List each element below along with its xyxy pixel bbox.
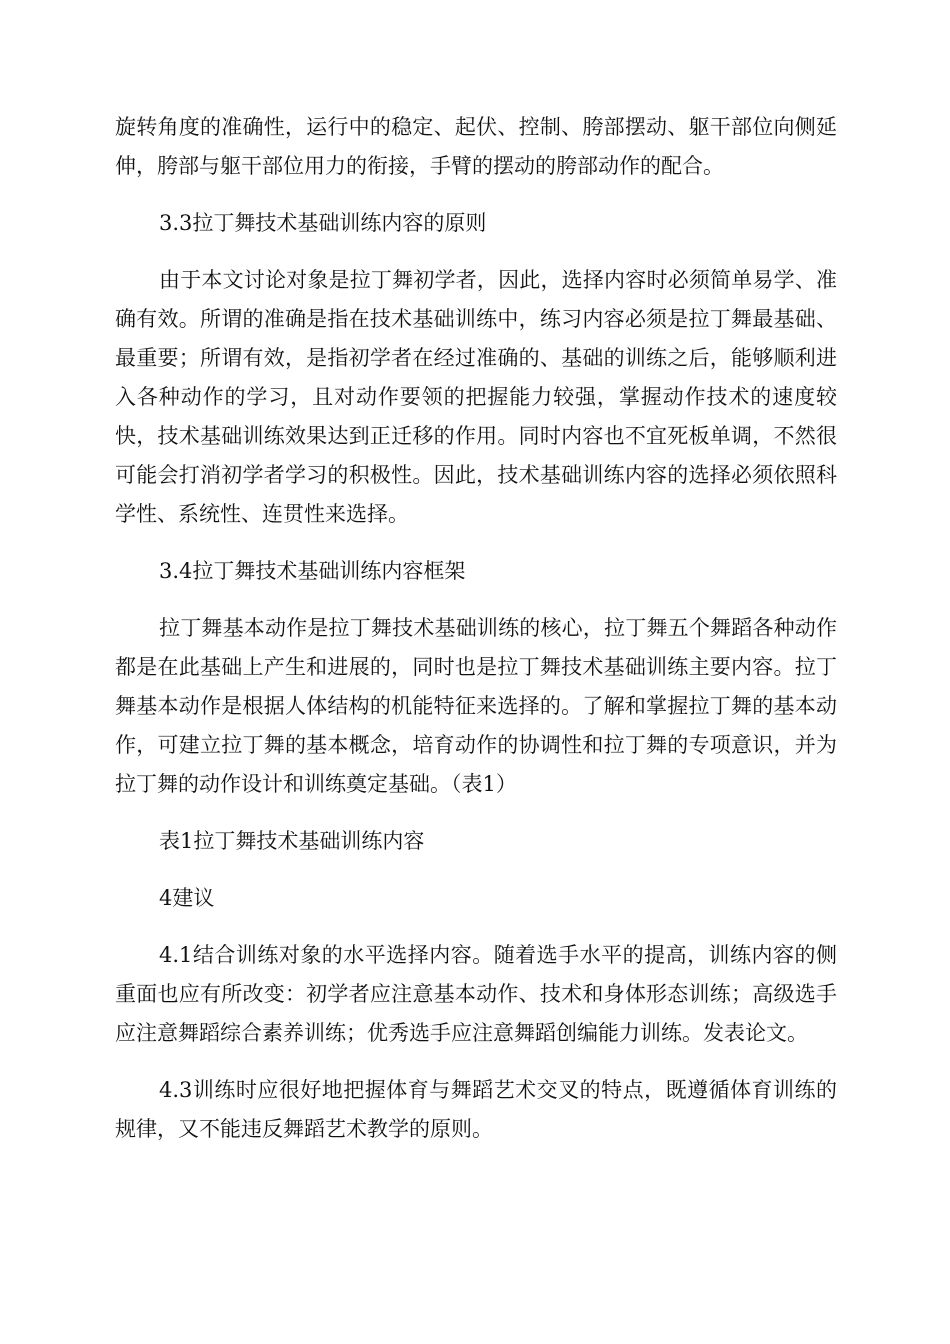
section-heading-3-3: 3.3拉丁舞技术基础训练内容的原则 [159, 211, 487, 235]
paragraph-framework: 拉丁舞基本动作是拉丁舞技术基础训练的核心，拉丁舞五个舞蹈各种动作都是在此基础上产生和进展的，同时也是拉丁舞技术基础训练主要内容。拉丁舞基本动作是根据人体结构的机能特征来选择的。了解和掌握拉丁舞的基本动作，可建立拉丁舞的基本概念，培育动作的协调性和拉丁舞的专项意识，并为拉丁舞的动作设计和训练奠定基础。（表1） [115, 616, 837, 796]
section-heading-3-4: 3.4拉丁舞技术基础训练内容框架 [159, 559, 466, 583]
table-caption: 表1拉丁舞技术基础训练内容 [159, 829, 425, 853]
paragraph-suggestion-4-3: 4.3训练时应很好地把握体育与舞蹈艺术交叉的特点，既遵循体育训练的规律，又不能违反舞蹈艺术教学的原则。 [115, 1078, 837, 1141]
paragraph-suggestion-4-1: 4.1结合训练对象的水平选择内容。随着选手水平的提高，训练内容的侧重面也应有所改变：初学者应注意基本动作、技术和身体形态训练；高级选手应注意舞蹈综合素养训练；优秀选手应注意舞蹈创编能力训练。发表论文。 [115, 943, 837, 1045]
section-heading-4: 4建议 [159, 886, 215, 910]
paragraph-continuation: 旋转角度的准确性，运行中的稳定、起伏、控制、胯部摆动、躯干部位向侧延伸，胯部与躯干部位用力的衔接，手臂的摆动的胯部动作的配合。 [115, 115, 837, 178]
paragraph-principles: 由于本文讨论对象是拉丁舞初学者，因此，选择内容时必须简单易学、准确有效。所谓的准确是指在技术基础训练中，练习内容必须是拉丁舞最基础、最重要；所谓有效，是指初学者在经过准确的、基础的训练之后，能够顺利进入各种动作的学习，且对动作要领的把握能力较强，掌握动作技术的速度较快，技术基础训练效果达到正迁移的作用。同时内容也不宜死板单调，不然很可能会打消初学者学习的积极性。因此，技术基础训练内容的选择必须依照科学性、系统性、连贯性来选择。 [115, 268, 837, 526]
document-page [115, 108, 837, 1167]
